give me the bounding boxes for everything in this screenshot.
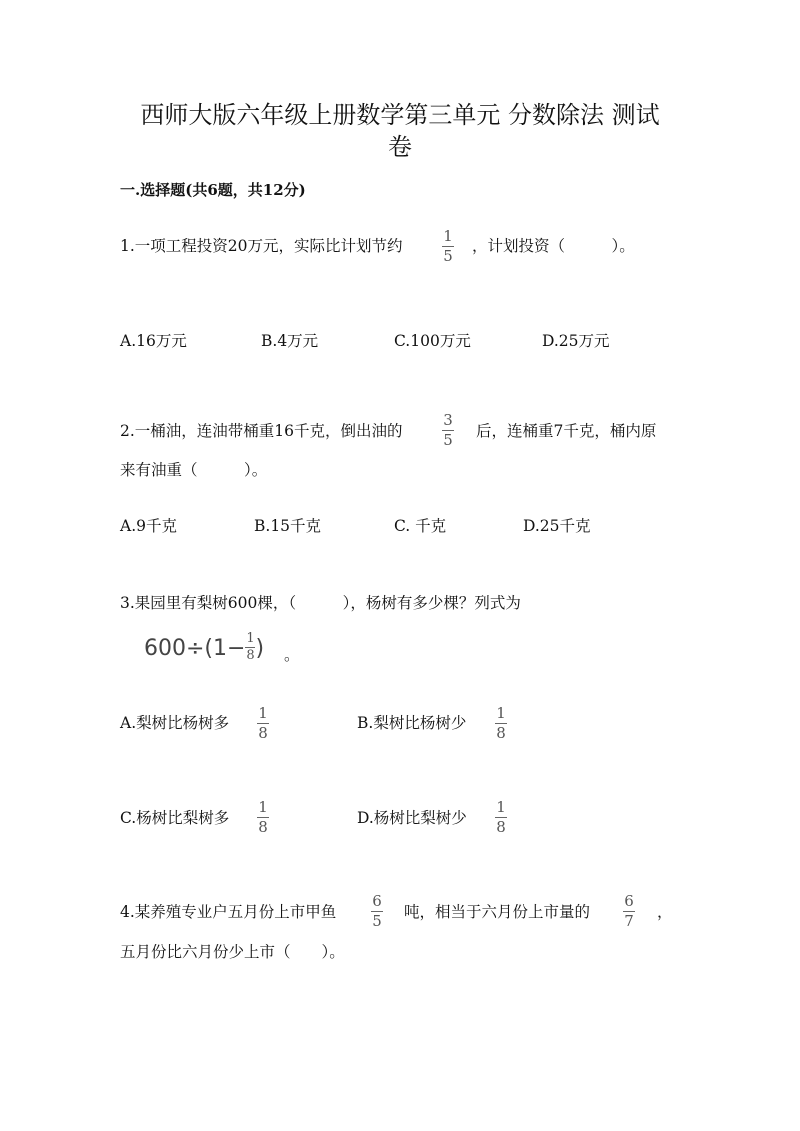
q2-option-c[interactable]: C. 千克 [394,517,447,535]
q3-option-c[interactable]: C.杨树比梨树多 [120,809,230,827]
q4-stem-comma: ， [657,903,673,921]
q2-stem-c: 来有油重（ ）。 [120,461,268,479]
q1-fraction-num: 1 [443,227,453,245]
q1-fraction-den: 5 [443,247,453,265]
q3-expr-tail: 。 [284,646,300,664]
q3-option-c-num: 1 [258,798,268,816]
q4-fraction-2-den: 7 [624,912,634,930]
q2-stem-a: 2.一桶油，连油带桶重16千克，倒出油的 [120,422,403,440]
q3-expr-den: 8 [246,648,255,663]
q1-fraction [442,228,454,264]
section-heading: 一.选择题(共6题，共12分) [120,181,306,199]
q3-option-a[interactable]: A.梨树比杨树多 [120,714,230,732]
q2-fraction-den: 5 [443,431,453,449]
q2-option-a[interactable]: A.9千克 [120,517,177,535]
q3-option-b-fraction [495,705,507,741]
q3-expr-left: 600÷(1− [144,636,246,661]
q4-fraction-1 [371,893,383,929]
q1-stem-b: ，计划投资（ ）。 [472,237,635,255]
q2-option-d[interactable]: D.25千克 [523,517,591,535]
q4-fraction-2-num: 6 [624,892,634,910]
q3-stem: 3.果园里有梨树600棵，（ ），杨树有多少棵？列式为 [120,594,521,612]
q2-fraction-num: 3 [443,411,453,429]
q4-stem-b: 吨，相当于六月份上市量的 [404,903,591,921]
q3-option-d-fraction [495,799,507,835]
q3-expression [144,631,265,664]
q3-expr-right: ) [255,636,265,661]
q3-expr-num: 1 [246,631,255,646]
doc-title-line1: 西师大版六年级上册数学第三单元 分数除法 测试 [140,101,660,129]
q4-fraction-1-den: 5 [372,912,382,930]
q4-stem-a: 4.某养殖专业户五月份上市甲鱼 [120,903,337,921]
q3-option-a-num: 1 [258,704,268,722]
q3-expr-fraction [245,632,255,662]
q3-option-b[interactable]: B.梨树比杨树少 [357,714,467,732]
q4-fraction-1-num: 6 [372,892,382,910]
q3-option-c-den: 8 [258,818,268,836]
q3-option-d[interactable]: D.杨树比梨树少 [357,809,467,827]
q1-option-a[interactable]: A.16万元 [120,332,187,350]
q4-fraction-2 [623,893,635,929]
q1-option-c[interactable]: C.100万元 [394,332,471,350]
q2-stem-b: 后，连桶重7千克，桶内原 [476,422,657,440]
q1-stem-a: 1.一项工程投资20万元，实际比计划节约 [120,237,403,255]
q3-option-d-num: 1 [496,798,506,816]
q3-option-d-den: 8 [496,818,506,836]
q1-option-b[interactable]: B.4万元 [261,332,319,350]
q2-fraction [442,412,454,448]
q1-option-d[interactable]: D.25万元 [542,332,610,350]
q3-option-c-fraction [257,799,269,835]
q4-stem-c: 五月份比六月份少上市（ ）。 [120,943,345,961]
q3-option-b-num: 1 [496,704,506,722]
doc-title-line2: 卷 [388,133,412,161]
q3-option-a-den: 8 [258,724,268,742]
q2-option-b[interactable]: B.15千克 [254,517,322,535]
q3-option-a-fraction [257,705,269,741]
q3-option-b-den: 8 [496,724,506,742]
